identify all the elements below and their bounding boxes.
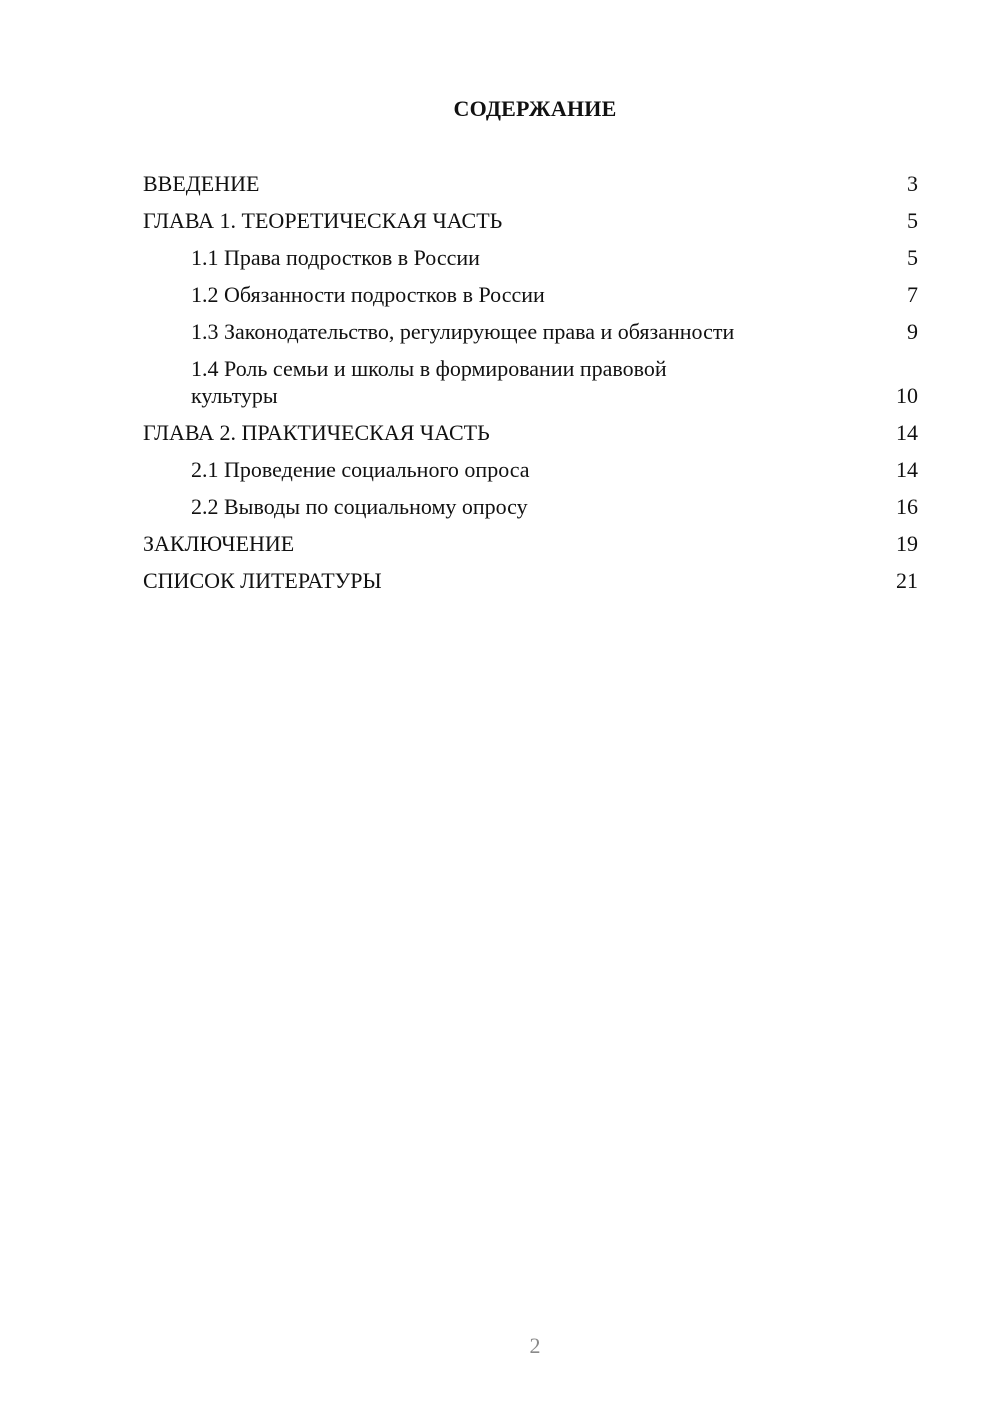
toc-entry-page: 5 [907, 208, 918, 233]
toc-entry-page: 5 [907, 245, 918, 270]
toc-entry-chapter-2[interactable] [143, 419, 918, 446]
toc-entry-page: 14 [896, 457, 918, 482]
toc-entry-page: 9 [907, 319, 918, 344]
toc-entry-1-4[interactable] [143, 355, 918, 409]
toc-entry-page: 16 [896, 494, 918, 519]
toc-entry-bibliography[interactable] [143, 567, 918, 594]
toc-entry-page: 19 [896, 531, 918, 556]
toc-entry-text: ЗАКЛЮЧЕНИЕ [143, 531, 295, 556]
page-number: 2 [529, 1333, 541, 1358]
toc-entry-chapter-1[interactable] [143, 207, 918, 234]
toc-entry-text: 1.2 Обязанности подростков в России [191, 282, 545, 307]
toc-entry-text: 2.1 Проведение социального опроса [191, 457, 530, 482]
toc-entry-text: ГЛАВА 1. ТЕОРЕТИЧЕСКАЯ ЧАСТЬ [143, 208, 503, 233]
toc-entry-page: 7 [907, 282, 918, 307]
toc-entry-2-1[interactable] [143, 456, 918, 483]
toc-entry-text: ВВЕДЕНИЕ [143, 171, 260, 196]
toc-entry-text: 1.4 Роль семьи и школы в формировании правовой культуры [191, 356, 667, 408]
toc-entry-page: 3 [907, 171, 918, 196]
toc-entry-1-3[interactable] [143, 318, 918, 345]
toc-entry-text: 1.3 Законодательство, регулирующее права и обязанности [191, 319, 735, 344]
toc-entry-page: 21 [896, 568, 918, 593]
toc-entry-text: ГЛАВА 2. ПРАКТИЧЕСКАЯ ЧАСТЬ [143, 420, 490, 445]
toc-entry-text: СПИСОК ЛИТЕРАТУРЫ [143, 568, 382, 593]
table-of-contents [143, 170, 918, 604]
toc-entry-2-2[interactable] [143, 493, 918, 520]
toc-entry-page: 14 [896, 420, 918, 445]
page-title: СОДЕРЖАНИЕ [453, 96, 617, 121]
toc-entry-page: 10 [896, 383, 918, 408]
toc-entry-1-2[interactable] [143, 281, 918, 308]
toc-entry-introduction[interactable] [143, 170, 918, 197]
toc-entry-conclusion[interactable] [143, 530, 918, 557]
toc-entry-1-1[interactable] [143, 244, 918, 271]
toc-entry-text: 1.1 Права подростков в России [191, 245, 480, 270]
toc-entry-text: 2.2 Выводы по социальному опросу [191, 494, 528, 519]
